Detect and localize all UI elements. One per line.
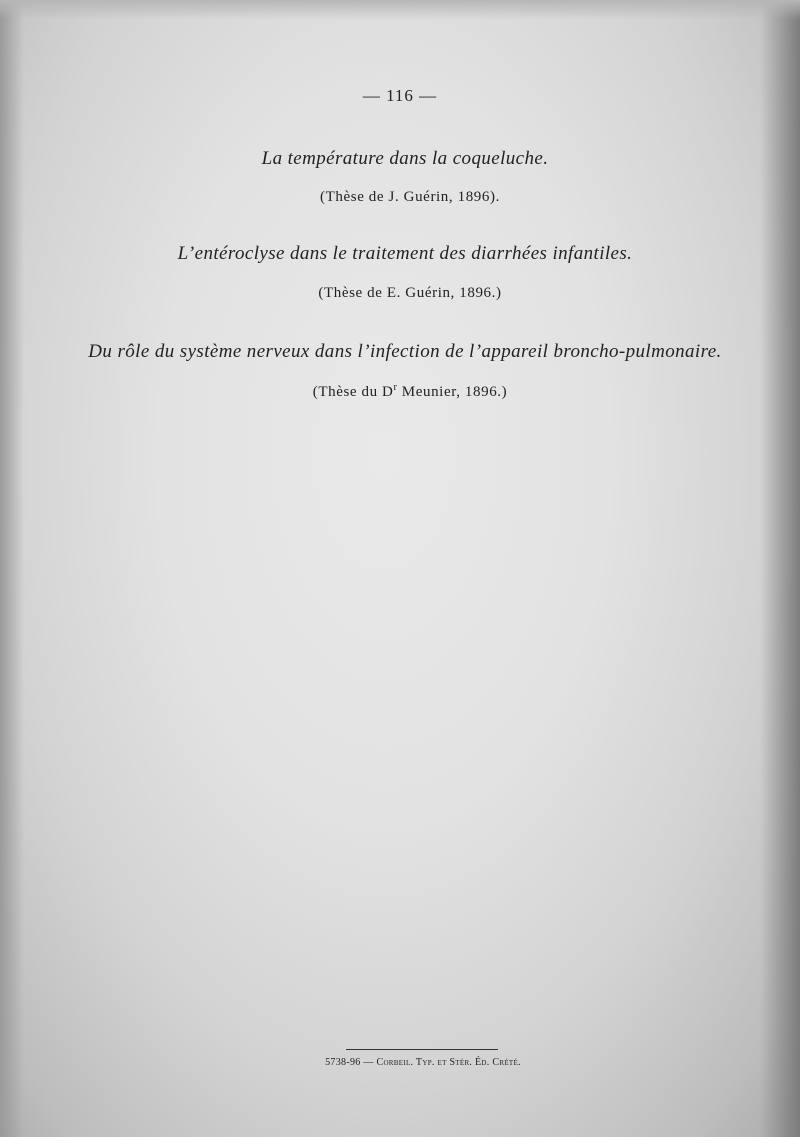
entry-title: Du rôle du système nerveux dans l’infection de l’appareil broncho-pulmonaire. <box>88 341 722 362</box>
printer-footer <box>0 1057 800 1068</box>
entry-title: L’entéroclyse dans le traitement des diarrhées infantiles. <box>177 243 633 264</box>
entry-citation <box>0 382 800 401</box>
page-shadow-left <box>0 0 24 1137</box>
page-shadow-right <box>760 0 800 1137</box>
entry-citation: (Thèse de E. Guérin, 1896.) <box>318 285 502 301</box>
footer-rule <box>346 1049 498 1050</box>
page-shadow-top <box>0 0 800 20</box>
entry-title: La température dans la coqueluche. <box>261 148 549 169</box>
citation-prefix: (Thèse du D <box>312 384 394 400</box>
citation-suffix: Meunier, 1896.) <box>397 384 508 400</box>
page-number: — 116 — <box>362 86 438 105</box>
entry-citation: (Thèse de J. Guérin, 1896). <box>320 189 500 205</box>
footer-printer: Corbeil. Typ. et Stér. Éd. Crété. <box>376 1057 521 1068</box>
footer-number: 5738-96 — <box>325 1057 374 1068</box>
citation-superscript: r <box>393 382 398 393</box>
